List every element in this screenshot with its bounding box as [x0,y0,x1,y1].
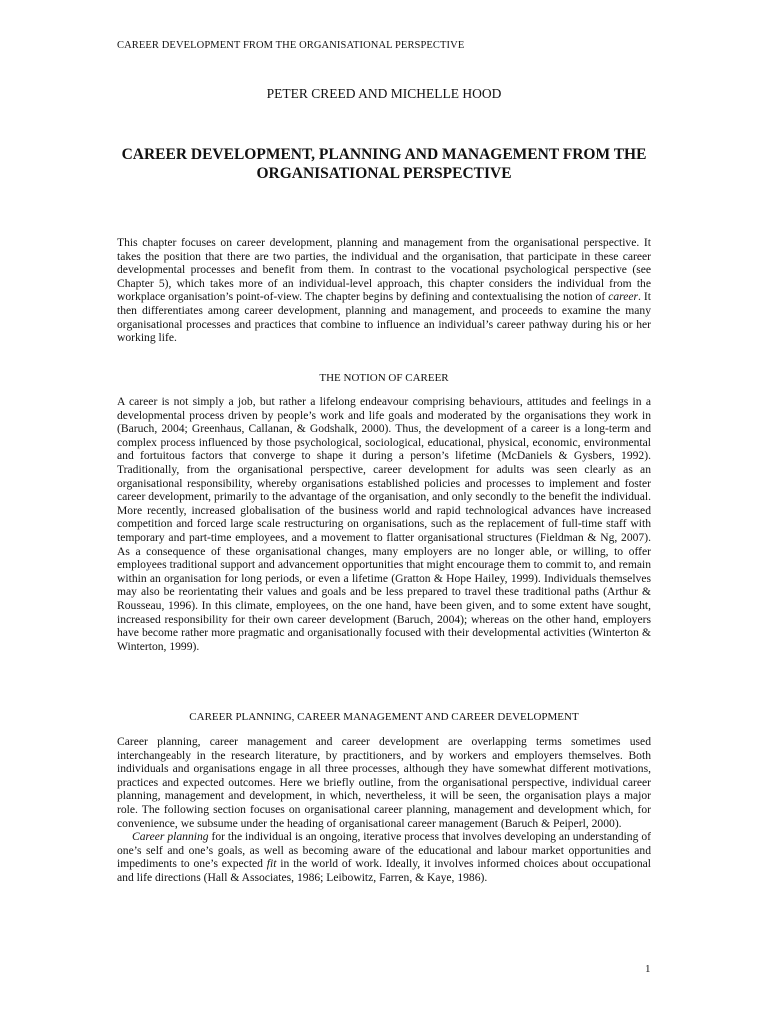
section2-paragraph-2 [117,830,651,884]
authors: PETER CREED AND MICHELLE HOOD [266,86,502,101]
section2-p2-text-b: in the world of work. Ideally, it involves informed choices about occupational and life directions (Hall & Associates, 1986; Leibowitz, Farren, & Kaye, 1986). [117,857,651,884]
running-head: CAREER DEVELOPMENT FROM THE ORGANISATIONAL PERSPECTIVE [117,40,465,51]
section2-paragraphs [117,735,651,885]
fit-emphasis: fit [266,857,277,871]
page-number: 1 [645,963,651,975]
section2-paragraph-1: Career planning, career management and career development are overlapping terms sometimes used interchangeably in the research literature, by practitioners, and by workers and employers themselves. Both individuals and organisations engage in all three processes, although they have somewhat different motivations, practices and expected outcomes. Here we briefly outline, from the organisational perspective, individual career planning, management and development, in which, nevertheless, it will be seen, the organisation plays a major role. The following section focuses on organisational career planning, management and development which, for convenience, we subsume under the heading of organisational career management (Baruch & Peiperl, 2000). [117,735,651,830]
career-planning-emphasis: Career planning [132,830,209,844]
intro-text-a: This chapter focuses on career development, planning and management from the organisational perspective. It takes the position that there are two parties, the individual and the organisation, that participate in these career developmental processes and benefit from them. In contrast to the vocational psychological perspective (see Chapter 5), which takes more of an individual-level approach, this chapter considers the individual from the workplace organisation’s point-of-view. The chapter begins by defining and contextualising the notion of [117,236,651,304]
section-heading-notion-of-career: THE NOTION OF CAREER [319,372,449,384]
section2-p2-text-a: for the individual is an ongoing, iterative process that involves developing an understanding of one’s self and one’s goals, as well as becoming aware of the educational and labour market opportunities and impediments to one’s expected [117,830,651,871]
section1-paragraph [117,395,651,653]
section-heading-career-planning: CAREER PLANNING, CAREER MANAGEMENT AND CAREER DEVELOPMENT [189,711,579,723]
intro-paragraph [117,236,651,345]
intro-emphasis: career [608,290,639,304]
chapter-title: CAREER DEVELOPMENT, PLANNING AND MANAGEMENT FROM THE ORGANISATIONAL PERSPECTIVE [121,146,647,182]
section1-text: A career is not simply a job, but rather a lifelong endeavour comprising behaviours, attitudes and feelings in a developmental process driven by people’s work and life goals and moderated by the organisations they work in (Baruch, 2004; Greenhaus, Callanan, & Godshalk, 2000). Thus, the development of a career is a long-term and complex process influenced by those psychological, sociological, educational, physical, economic, environmental and fortuitous factors that converge to shape it during a person’s lifetime (McDaniels & Gysbers, 1992). Traditionally, from the organisational perspective, career development for adults was seen clearly as an organisational responsibility, whereby organisations established policies and processes to implement and foster career development, primarily to the advantage of the organisation, and only secondly to the benefit the individual. More recently, increased globalisation of the business world and rapid technological advances have increased competition and forced large scale restructuring on organisations, such as the replacement of full-time staff with temporary and part-time employees, and a movement to flatter organisational structures (Fieldman & Ng, 2007). As a consequence of these organisational changes, many employers are no longer able, or willing, to offer employees traditional support and advancement opportunities that might encourage them to commit to, and remain within an organisation for long periods, or even a lifetime (Gratton & Hope Hailey, 1999). Individuals themselves may also be reorientating their values and goals and be less prepared to travel these traditional paths (Arthur & Rousseau, 1996). In this climate, employees, on the one hand, have been given, and to some extent have sought, increased responsibility for their own career development (Baruch, 2004); whereas on the other hand, employers have become rather more pragmatic and organisationally focused with their developmental activities (Winterton & Winterton, 1999). [117,395,651,653]
intro-text-b: . It then differentiates among career development, planning and management, and proceeds to examine the many organisational processes and practices that combine to influence an individual’s career pathway during his or her working life. [117,290,651,345]
